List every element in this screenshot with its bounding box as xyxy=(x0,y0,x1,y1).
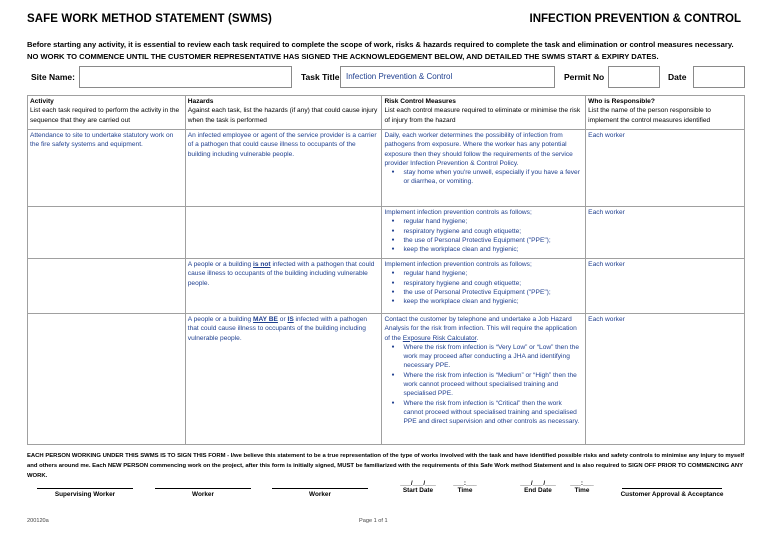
exposure-risk-calculator-link[interactable]: Exposure Risk Calculator xyxy=(402,334,477,342)
table-row xyxy=(28,207,745,259)
signature-label: Time xyxy=(457,487,473,494)
signature-worker-1[interactable] xyxy=(153,485,253,498)
col-header-risk-controls: Risk Control Measures List each control measure required to eliminate or minimise the risk of injury from the hazard xyxy=(382,96,586,130)
responsible-cell: Each worker xyxy=(586,314,745,445)
control-intro: Implement infection prevention controls as follows; xyxy=(384,261,532,268)
signature-label: Time xyxy=(574,487,590,494)
control-cell xyxy=(382,314,586,445)
control-intro: Contact the customer by telephone and undertake a Job Hazard Analysis for the risk from infection. This will require the application of the Exposure Risk Calculator. xyxy=(384,316,577,342)
signature-line xyxy=(272,488,368,489)
title-left: SAFE WORK METHOD STATEMENT (SWMS) xyxy=(27,13,272,25)
control-intro: Implement infection prevention controls as follows; xyxy=(384,209,532,216)
signature-label: Supervising Worker xyxy=(54,491,116,498)
control-cell xyxy=(382,207,586,259)
page-number: Page 1 of 1 xyxy=(359,518,388,524)
activity-cell xyxy=(28,207,186,259)
table-row xyxy=(28,314,745,445)
hazard-cell xyxy=(185,207,382,259)
control-list xyxy=(384,217,583,254)
start-date-field[interactable] xyxy=(393,480,443,494)
site-fields-band xyxy=(27,66,745,88)
site-name-field[interactable] xyxy=(79,66,292,88)
control-cell xyxy=(382,259,586,314)
control-item: ● Where the risk from infection is “Critical” then the work cannot proceed without specialised training and specialised PPE and direct supervision and other controls as necessary. xyxy=(384,399,583,427)
end-date-field[interactable] xyxy=(513,480,563,494)
control-item: ● keep the workplace clean and hygienic; xyxy=(384,245,583,254)
task-title-value: Infection Prevention & Control xyxy=(346,72,453,81)
task-title-label: Task Title xyxy=(301,72,340,82)
hazard-cell: A people or a building is not infected with a pathogen that could cause illness to occupants of the building including vulnerable people. xyxy=(185,259,382,314)
control-list xyxy=(384,168,583,187)
control-item: ● regular hand hygiene; xyxy=(384,217,583,226)
control-cell xyxy=(382,130,586,207)
table-row xyxy=(28,259,745,314)
signature-worker-2[interactable] xyxy=(270,485,370,498)
responsible-cell: Each worker xyxy=(586,130,745,207)
signature-line xyxy=(37,488,133,489)
control-list xyxy=(384,269,583,306)
signature-line xyxy=(155,488,251,489)
acknowledgement-text: EACH PERSON WORKING UNDER THIS SWMS IS TO SIGN THIS FORM - I/we believe this statement to be a true representation of the type of works involved with the task and have identified possible risks and safety controls to minimise any injury to myself and others around me. Each NEW PERSON commencing work on the project, after this form is initially signed, MUST be familiarized with the requirements of this Safe Work method Statement and is also required to SIGN OFF PRIOR TO COMMENCING ANY WORK. xyxy=(27,453,745,479)
signature-label: Worker xyxy=(192,491,214,498)
hazard-cell: An infected employee or agent of the service provider is a carrier of a pathogen that could cause illness to occupants of the building including vulnerable people. xyxy=(185,130,382,207)
end-time-field[interactable] xyxy=(567,480,597,494)
control-item: ● keep the workplace clean and hygienic; xyxy=(384,297,583,306)
hazard-cell: A people or a building MAY BE or IS infected with a pathogen that could cause illness to occupants of the building including vulnerable people. xyxy=(185,314,382,445)
table-header-row xyxy=(28,96,745,130)
swms-table xyxy=(27,95,745,445)
signature-label: End Date xyxy=(524,487,552,494)
document-reference: 200120a xyxy=(27,518,49,524)
col-header-responsible: Who is Responsible? List the name of the person responsible to implement the control measures identified xyxy=(586,96,745,130)
activity-cell xyxy=(28,314,186,445)
signature-label: Worker xyxy=(309,491,331,498)
col-header-activity: Activity List each task required to perform the activity in the sequence that they are carried out xyxy=(28,96,186,130)
table-row xyxy=(28,130,745,207)
control-item: ● the use of Personal Protective Equipment ("PPE"); xyxy=(384,236,583,245)
control-item: ● Where the risk from infection is “Medium” or “High” then the work cannot proceed without specialised training and specialised PPE. xyxy=(384,371,583,399)
date-field[interactable] xyxy=(693,66,745,88)
control-item: ● respiratory hygiene and cough etiquette; xyxy=(384,279,583,288)
end-time-blank: ___:___ xyxy=(570,480,594,487)
responsible-cell: Each worker xyxy=(586,259,745,314)
control-intro: Daily, each worker determines the possibility of infection from pathogens from exposure. Where the worker has any potential exposure then they should follow the requirements of the service provider Infection Prevention & Control Policy. xyxy=(384,132,573,167)
end-date-blank: ___/___/___ xyxy=(520,480,556,487)
signature-label: Customer Approval & Acceptance xyxy=(620,491,724,498)
title-right: INFECTION PREVENTION & CONTROL xyxy=(529,13,741,25)
site-name-label: Site Name: xyxy=(31,72,75,82)
permit-no-field[interactable] xyxy=(608,66,660,88)
control-item: ● respiratory hygiene and cough etiquette; xyxy=(384,227,583,236)
intro-paragraph: Before starting any activity, it is essential to review each task required to complete the scope of work, risks & hazards required to complete the task and elimination or control measures necessary. NO WORK TO COMMENCE UNTIL THE CUSTOMER REPRESENTATIVE HAS SIGNED THE ACKNOWLEDGEMENT BELOW, AND DETAILED THE SWMS START & EXPIRY DATES. xyxy=(27,40,734,61)
activity-cell xyxy=(28,259,186,314)
control-list xyxy=(384,343,583,427)
control-item: ● stay home when you're unwell, especially if you have a fever or diarrhea, or vomiting. xyxy=(384,168,583,187)
signature-label: Start Date xyxy=(402,487,434,494)
responsible-cell: Each worker xyxy=(586,207,745,259)
start-time-field[interactable] xyxy=(450,480,480,494)
control-item: ● regular hand hygiene; xyxy=(384,269,583,278)
control-item: ● Where the risk from infection is “Very Low” or “Low” then the work may proceed after conducting a JHA and identifying necessary PPE. xyxy=(384,343,583,371)
signature-row xyxy=(27,480,745,505)
control-item: ● the use of Personal Protective Equipment ("PPE"); xyxy=(384,288,583,297)
permit-no-label: Permit No xyxy=(564,72,605,82)
start-time-blank: ___:___ xyxy=(453,480,477,487)
signature-supervising-worker[interactable] xyxy=(35,485,135,498)
start-date-blank: ___/___/___ xyxy=(400,480,436,487)
date-label: Date xyxy=(668,72,687,82)
activity-cell: Attendance to site to undertake statutory work on the fire safety systems and equipment. xyxy=(28,130,186,207)
customer-approval-signature[interactable] xyxy=(617,485,727,498)
signature-line xyxy=(622,488,722,489)
col-header-hazards: Hazards Against each task, list the hazards (if any) that could cause injury when the task is performed xyxy=(185,96,382,130)
